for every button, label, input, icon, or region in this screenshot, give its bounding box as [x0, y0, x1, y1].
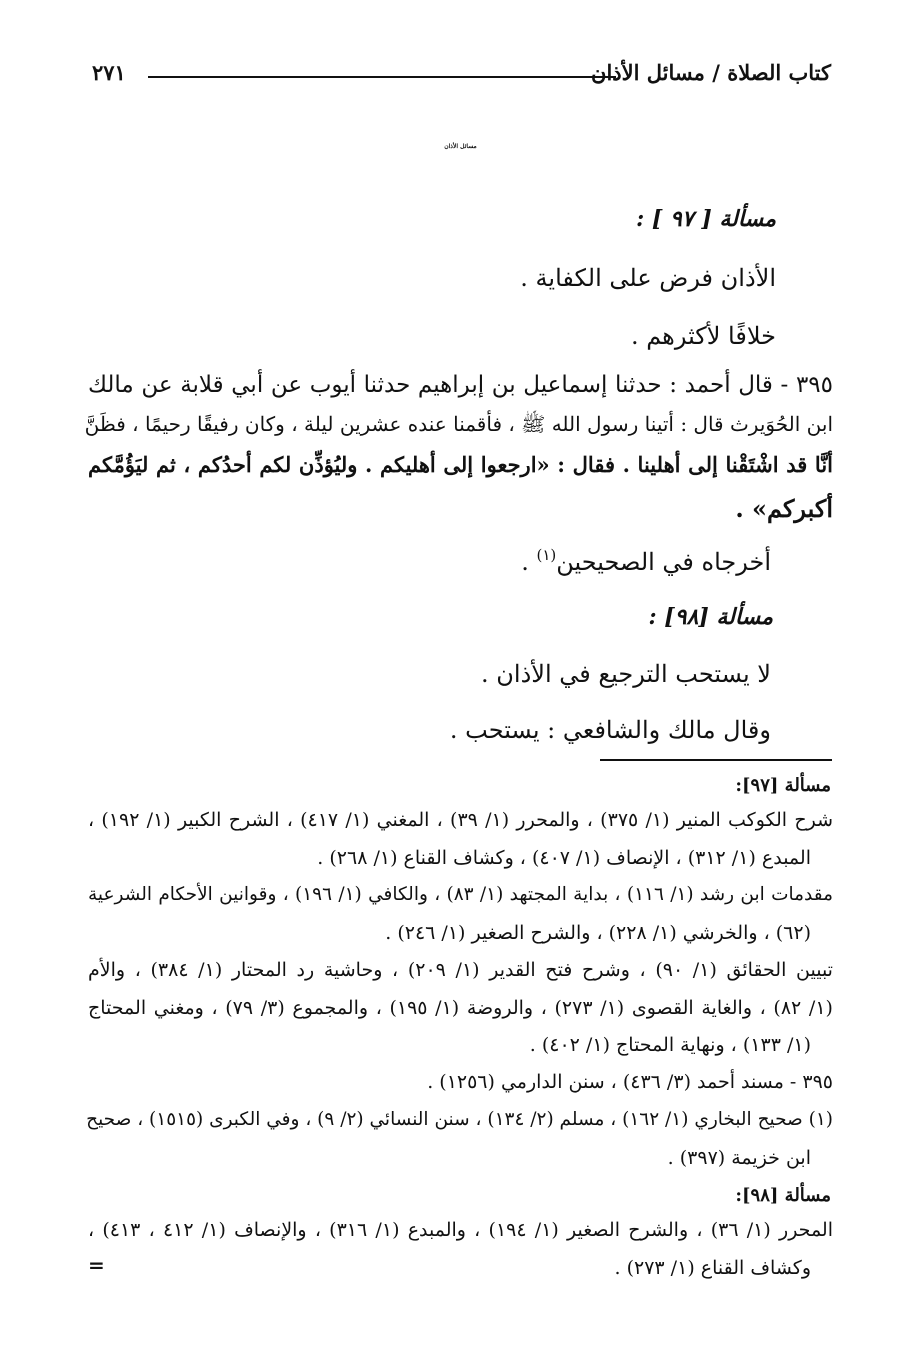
- footnote-97-line-2: المبدع (١/ ٣١٢) ، الإنصاف (١/ ٤٠٧) ، وكشاف القناع (١/ ٢٦٨) .: [317, 847, 811, 869]
- footnote-395: ٣٩٥ - مسند أحمد (٣/ ٤٣٦) ، سنن الدارمي (١٢٥٦) .: [427, 1071, 833, 1093]
- footnote-98-line-2: وكشاف القناع (١/ ٢٧٣) .: [614, 1257, 811, 1279]
- footnote-97-line-7: (١/ ١٣٣) ، ونهاية المحتاج (١/ ٤٠٢) .: [529, 1034, 811, 1056]
- footnote-marker-1: (١): [536, 546, 557, 564]
- issue-97-statement: الأذان فرض على الكفاية .: [520, 264, 776, 292]
- chapter-title: مسائل الأذان: [444, 143, 477, 150]
- footnote-98-line-1: المحرر (١/ ٣٦) ، والشرح الصغير (١/ ١٩٤) ، والمبدع (١/ ٣١٦) ، والإنصاف (١/ ٤١٢ ، ٤١٣) ،: [88, 1219, 833, 1241]
- takhrij-end: .: [521, 548, 537, 576]
- hadith-395-line-4: أكبركم» .: [735, 494, 833, 523]
- footnote-issue-98-heading: مسألة [٩٨]:: [735, 1185, 831, 1206]
- page-number: ٢٧١: [92, 60, 126, 85]
- footnote-issue-97-heading: مسألة [٩٧]:: [735, 775, 831, 796]
- issue-97-heading: مسألة [ ٩٧ ] :: [636, 206, 776, 232]
- footnote-1-line-2: ابن خزيمة (٣٩٧) .: [667, 1147, 811, 1169]
- footnote-97-line-4: (٦٢) ، والخرشي (١/ ٢٢٨) ، والشرح الصغير (١/ ٢٤٦) .: [385, 922, 811, 944]
- issue-97-dissent: خلافًا لأكثرهم .: [630, 322, 776, 350]
- continuation-mark: =: [88, 1253, 105, 1277]
- issue-98-heading: مسألة [٩٨] :: [648, 604, 773, 630]
- issue-98-statement: لا يستحب الترجيع في الأذان .: [481, 660, 771, 688]
- hadith-395-line-1: ٣٩٥ - قال أحمد : حدثنا إسماعيل بن إبراهيم حدثنا أيوب عن أبي قلابة عن مالك: [88, 372, 833, 398]
- footnote-97-line-6: (١/ ٨٢) ، والغاية القصوى (١/ ٢٧٣) ، والروضة (١/ ١٩٥) ، والمجموع (٣/ ٧٩) ، ومغني المحتاج: [88, 997, 833, 1019]
- takhrij-line: [521, 548, 771, 576]
- takhrij-text: أخرجاه في الصحيحين: [556, 548, 771, 576]
- issue-98-dissent: وقال مالك والشافعي : يستحب .: [449, 716, 771, 744]
- footnote-97-line-5: تبيين الحقائق (١/ ٩٠) ، وشرح فتح القدير (١/ ٢٠٩) ، وحاشية رد المحتار (١/ ٣٨٤) ، والأم: [88, 959, 833, 981]
- running-header-title: كتاب الصلاة / مسائل الأذان: [591, 60, 831, 85]
- hadith-395-line-2: ابن الحُوَيرث قال : أتينا رسول الله ﷺ ، فأقمنا عنده عشرين ليلة ، وكان رفيقًا رحيمًا ، فظَنَّ: [84, 412, 833, 436]
- footnote-97-line-1: شرح الكوكب المنير (١/ ٣٧٥) ، والمحرر (١/ ٣٩) ، المغني (١/ ٤١٧) ، الشرح الكبير (١/ ١٩٢) ،: [88, 809, 833, 831]
- hadith-395-line-3: أنَّا قد اشْتَقْنا إلى أهلينا . فقال : «ارجعوا إلى أهليكم . وليُؤذِّن لكم أحدُكم ، ثم ليَؤُمَّكم: [88, 452, 833, 477]
- header-rule: [148, 76, 616, 78]
- footnote-97-line-3: مقدمات ابن رشد (١/ ١١٦) ، بداية المجتهد (١/ ٨٣) ، والكافي (١/ ١٩٦) ، وقوانين الأحكام الشرعية: [88, 884, 834, 905]
- footnote-separator: [600, 759, 832, 761]
- footnote-1-line-1: (١) صحيح البخاري (١/ ١٦٢) ، مسلم (٢/ ١٣٤) ، سنن النسائي (٢/ ٩) ، وفي الكبرى (١٥١٥) ، صحيح: [86, 1109, 833, 1130]
